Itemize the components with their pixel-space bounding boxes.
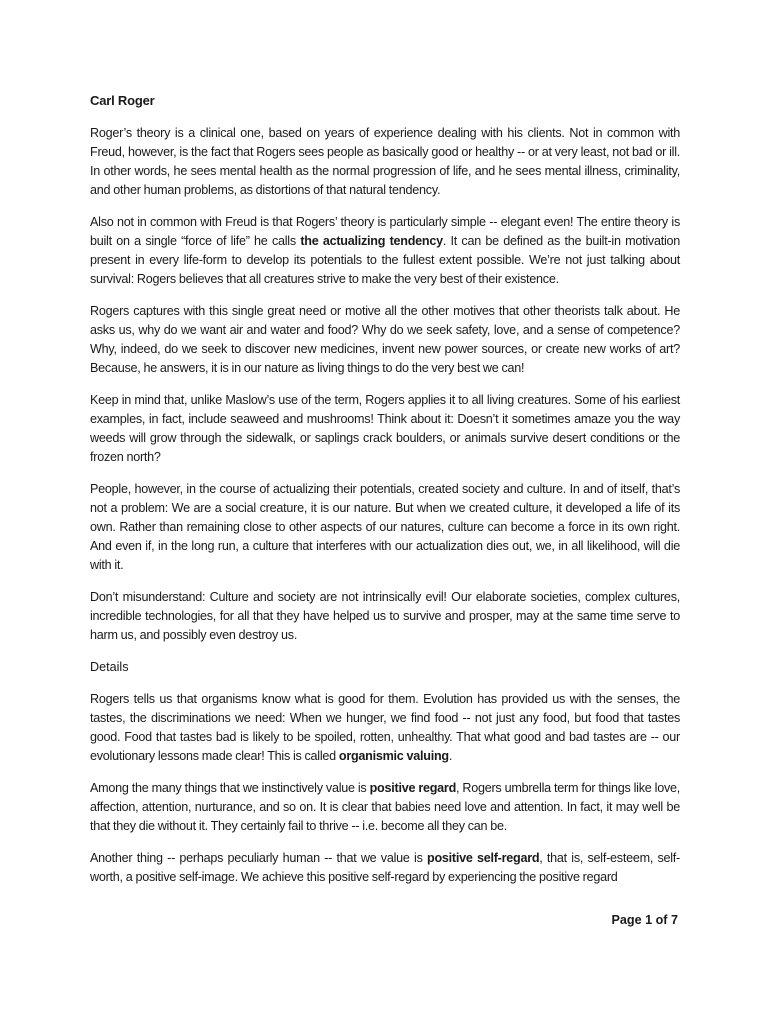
paragraph-text: Roger’s theory is a clinical one, based on years of experience dealing with his clients. Not in common with Freud, however, is the fact that Rogers sees people as basically good or healthy -- or at very least, not bad or ill. In other words, he sees mental health as the normal progression of life, and he sees mental illness, criminality, and other human problems, as distortions of that natural tendency. — [90, 126, 680, 197]
paragraph — [90, 213, 680, 289]
document-body — [90, 90, 680, 900]
paragraph-text: Rogers tells us that organisms know what is good for them. Evolution has provided us with the senses, the tastes, the discriminations we need: When we hunger, we find food -- not just any food, but food that tastes good. Food that tastes bad is likely to be spoiled, rotten, unhealthy. That what good and bad tastes are -- our evolutionary lessons made clear! This is called — [90, 692, 680, 763]
paragraph-text: Don’t misunderstand: Culture and society are not intrinsically evil! Our elaborate societies, complex cultures, incredible technologies, for all that they have helped us to survive and prosper, may at the same time serve to harm us, and possibly even destroy us. — [90, 590, 680, 642]
paragraph-text: . It can be defined as the built-in motivation present in every life-form to develop its potentials to the fullest extent possible. We’re not just talking about survival: Rogers believes that all creatures strive to make the very best of their existence. — [90, 234, 681, 286]
details-section — [90, 690, 680, 887]
paragraph-text: , Rogers umbrella term for things like love, affection, attention, nurturance, and so on. It is clear that babies need love and attention. In fact, it may well be that they die without it. They certainly fail to thrive -- i.e. become all they can be. — [90, 781, 680, 833]
paragraph — [90, 588, 680, 645]
bold-term: positive regard — [369, 781, 457, 795]
paragraph-text: Keep in mind that, unlike Maslow’s use of the term, Rogers applies it to all living creatures. Some of his earliest examples, in fact, include seaweed and mushrooms! Think about it: Doesn’t it sometimes amaze you the way weeds will grow through the sidewalk, or saplings crack boulders, or animals survive desert conditions or the frozen north? — [90, 393, 680, 464]
bold-term: positive self-regard — [427, 851, 540, 865]
bold-term: the actualizing tendency — [300, 234, 443, 248]
paragraph-text: Among the many things that we instinctively value is — [90, 781, 370, 795]
paragraph-text: People, however, in the course of actualizing their potentials, created society and culture. In and of itself, that’s not a problem: We are a social creature, it is our nature. But when we created culture, it developed a life of its own. Rather than remaining close to other aspects of our natures, culture can become a force in its own right. And even if, in the long run, a culture that interferes with our actualization dies out, we, in all likelihood, will die with it. — [90, 482, 680, 572]
paragraph-text: Also not in common with Freud is that Rogers’ theory is particularly simple -- elegant even! The entire theory is built on a single “force of life” he calls — [90, 215, 680, 248]
paragraph-text: Rogers captures with this single great need or motive all the other motives that other theorists talk about. He asks us, why do we want air and water and food? Why do we seek safety, love, and a sense of competence? Why, indeed, do we seek to discover new medicines, invent new power sources, or create new works of art? Because, he answers, it is in our nature as living things to do the very best we can! — [90, 304, 680, 375]
paragraph-text: . — [448, 749, 453, 763]
document-title: Carl Roger — [90, 93, 155, 108]
paragraph — [90, 480, 680, 575]
intro-section — [90, 124, 680, 645]
paragraph — [90, 124, 680, 200]
paragraph — [90, 849, 680, 887]
paragraph-text: Another thing -- perhaps peculiarly human -- that we value is — [90, 851, 427, 865]
paragraph — [90, 302, 680, 378]
paragraph — [90, 391, 680, 467]
section-heading-details: Details — [90, 660, 129, 674]
paragraph — [90, 779, 680, 836]
paragraph-text: , that is, self-esteem, self-worth, a positive self-image. We achieve this positive self-regard by experiencing the positive regard — [90, 851, 680, 884]
page-number: Page 1 of 7 — [611, 913, 678, 927]
bold-term: organismic valuing — [338, 749, 449, 763]
paragraph — [90, 690, 680, 766]
